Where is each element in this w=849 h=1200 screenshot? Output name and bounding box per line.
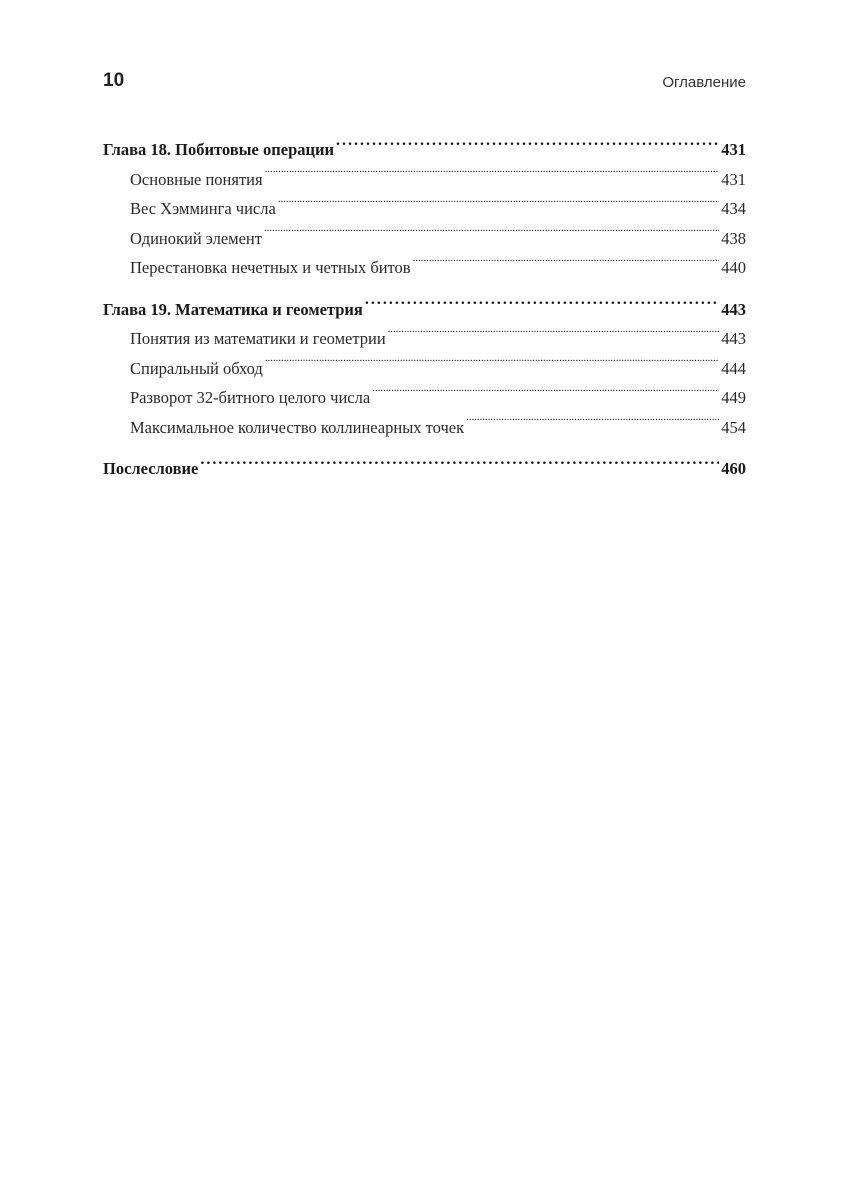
dot-leader	[413, 257, 720, 274]
toc-entry-title: Разворот 32-битного целого числа	[130, 388, 371, 407]
toc-entry-page: 443	[721, 329, 746, 348]
toc-chapter-19	[103, 295, 746, 443]
toc-entry-page: 431	[721, 169, 746, 189]
toc-entry-page: 431	[721, 140, 746, 159]
dot-leader	[265, 168, 720, 185]
toc-entry-page: 440	[721, 258, 746, 277]
toc-entry-section[interactable]	[103, 354, 746, 384]
table-of-contents	[103, 135, 746, 496]
toc-entry-title: Понятия из математики и геометрии	[130, 329, 386, 348]
toc-entry-chapter[interactable]	[103, 454, 746, 484]
toc-entry-title: Глава 18. Побитовые операции	[103, 140, 335, 159]
dot-leader	[388, 328, 720, 345]
toc-entry-title: Одинокий элемент	[130, 228, 262, 248]
toc-entry-page: 438	[721, 228, 746, 248]
dot-leader	[336, 139, 719, 156]
toc-entry-page: 454	[721, 417, 746, 437]
toc-entry-chapter[interactable]	[103, 295, 746, 325]
toc-afterword	[103, 454, 746, 484]
toc-entry-title: Максимальное количество коллинеарных точек	[130, 417, 465, 437]
toc-entry-section[interactable]	[103, 253, 746, 283]
dot-leader	[372, 387, 719, 404]
toc-entry-chapter[interactable]	[103, 135, 746, 165]
toc-entry-section[interactable]	[103, 194, 746, 224]
dot-leader	[265, 357, 719, 374]
toc-entry-section[interactable]	[103, 324, 746, 354]
dot-leader	[278, 198, 719, 215]
toc-entry-page: 443	[721, 299, 746, 319]
toc-entry-section[interactable]	[103, 224, 746, 254]
page-number: 10	[103, 70, 125, 91]
toc-entry-title: Вес Хэмминга числа	[130, 199, 276, 218]
dot-leader	[264, 227, 719, 244]
toc-entry-section[interactable]	[103, 165, 746, 195]
running-head	[103, 68, 746, 98]
toc-entry-title: Спиральный обход	[130, 358, 263, 378]
toc-entry-page: 460	[721, 459, 746, 478]
toc-entry-page: 449	[721, 388, 746, 407]
toc-entry-page: 444	[721, 358, 746, 378]
toc-chapter-18	[103, 135, 746, 283]
toc-entry-page: 434	[721, 199, 746, 218]
toc-entry-title: Глава 19. Математика и геометрия	[103, 299, 363, 319]
dot-leader	[365, 298, 719, 315]
toc-entry-title: Перестановка нечетных и четных битов	[130, 258, 411, 277]
toc-entry-title: Основные понятия	[130, 169, 263, 189]
dot-leader	[466, 416, 719, 433]
section-title: Оглавление	[662, 74, 746, 91]
toc-entry-section[interactable]	[103, 413, 746, 443]
toc-entry-title: Послесловие	[103, 459, 199, 478]
dot-leader	[200, 458, 719, 475]
toc-entry-section[interactable]	[103, 383, 746, 413]
